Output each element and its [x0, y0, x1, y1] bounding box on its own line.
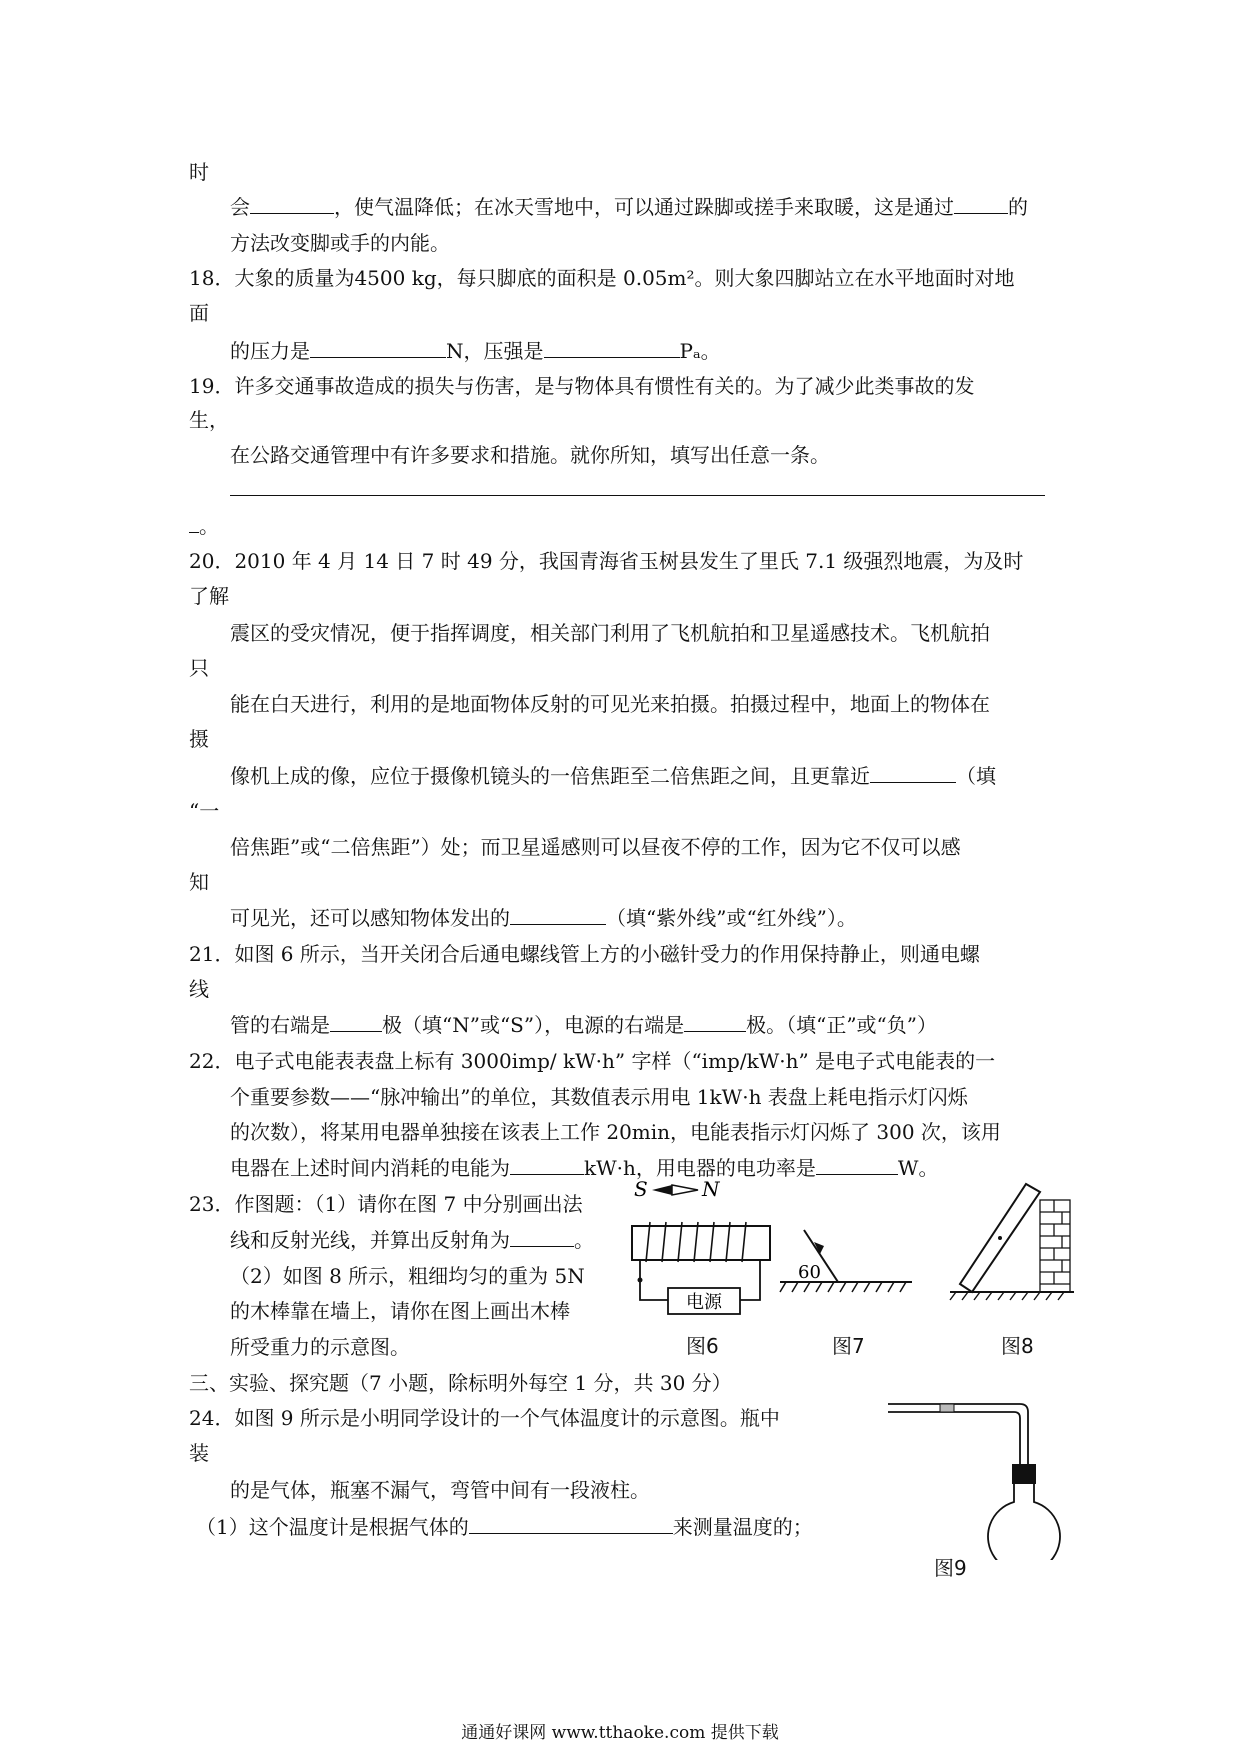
- page-footer: 通通好课网 www.tthaoke.com 提供下载: [461, 1723, 779, 1743]
- north-pole-label: N: [702, 1177, 720, 1201]
- text-line: 像机上成的像，应位于摄像机镜头的一倍焦距至二倍焦距之间，且更靠近 （填: [230, 764, 996, 788]
- text-line: “一: [189, 799, 220, 823]
- text-line: 会 ，使气温降低；在冰天雪地中，可以通过跺脚或搓手来取暖，这是通过 的: [230, 195, 1028, 219]
- answer-blank[interactable]: [684, 1013, 746, 1032]
- text-line: 摄: [189, 727, 209, 751]
- text-line: 了解: [189, 584, 229, 608]
- question-20: 20．2010 年 4 月 14 日 7 时 49 分，我国青海省玉树县发生了里氏 7.1 级强烈地震，为及时: [189, 549, 1024, 573]
- text-line: 。: [189, 512, 219, 540]
- text-line: 所受重力的示意图。: [230, 1335, 410, 1359]
- answer-blank[interactable]: [469, 1515, 673, 1534]
- figure-9-gas-thermometer: [888, 1398, 1070, 1560]
- text-line: 装: [189, 1441, 209, 1465]
- text-line: 可见光，还可以感知物体发出的 （填“紫外线”或“红外线”）。: [230, 906, 857, 930]
- figure-7-caption: 图7: [832, 1334, 865, 1358]
- angle-label: 60: [798, 1262, 821, 1283]
- power-source-label: 电源: [686, 1292, 722, 1313]
- answer-blank[interactable]: [870, 764, 956, 783]
- text-line: 的木棒靠在墙上，请你在图上画出木棒: [230, 1299, 570, 1323]
- answer-blank[interactable]: [330, 1013, 382, 1032]
- text-line: 倍焦距”或“二倍焦距”）处；而卫星遥感则可以昼夜不停的工作，因为它不仅可以感: [230, 835, 961, 859]
- answer-blank[interactable]: [510, 1156, 584, 1175]
- question-19: 19．许多交通事故造成的损失与伤害，是与物体具有惯性有关的。为了减少此类事故的发: [189, 374, 975, 398]
- text-line: 个重要参数——“脉冲输出”的单位，其数值表示用电 1kW·h 表盘上耗电指示灯闪烁: [230, 1085, 968, 1109]
- text-line: （2）如图 8 所示，粗细均匀的重为 5N: [230, 1264, 585, 1288]
- figure-8-caption: 图8: [1001, 1334, 1034, 1358]
- figure-8-rod-on-wall: [946, 1180, 1080, 1310]
- figure-7-reflection: [776, 1226, 916, 1310]
- text-line: 的是气体，瓶塞不漏气，弯管中间有一段液柱。: [230, 1478, 650, 1502]
- question-23: 23．作图题：（1）请你在图 7 中分别画出法: [189, 1192, 583, 1216]
- answer-line[interactable]: [230, 495, 1045, 496]
- south-pole-label: S: [634, 1177, 648, 1201]
- answer-blank[interactable]: [189, 514, 199, 533]
- text-line: 电器在上述时间内消耗的电能为 kW·h，用电器的电功率是 W。: [230, 1156, 939, 1180]
- answer-blank[interactable]: [310, 339, 446, 358]
- question-21: 21．如图 6 所示，当开关闭合后通电螺线管上方的小磁针受力的作用保持静止，则通电螺: [189, 942, 980, 966]
- text-line: 生，: [189, 408, 229, 432]
- figure-6-solenoid: [628, 1176, 776, 1326]
- text-line: 知: [189, 870, 209, 894]
- text-line: 震区的受灾情况，便于指挥调度，相关部门利用了飞机航拍和卫星遥感技术。飞机航拍: [230, 621, 990, 645]
- answer-blank[interactable]: [510, 906, 606, 925]
- figure-6-caption: 图6: [686, 1334, 719, 1358]
- answer-blank[interactable]: [816, 1156, 898, 1175]
- text-line: 管的右端是 极（填“N”或“S”），电源的右端是 极。（填“正”或“负”）: [230, 1013, 938, 1037]
- text-line: 面: [189, 301, 209, 325]
- text-line: 的次数），将某用电器单独接在该表上工作 20min，电能表指示灯闪烁了 300 次，该用: [230, 1120, 1001, 1144]
- figure-9-caption: 图9: [934, 1556, 967, 1580]
- answer-blank[interactable]: [250, 195, 334, 214]
- section-heading: 三、实验、探究题（7 小题，除标明外每空 1 分，共 30 分）: [189, 1371, 732, 1395]
- text-line: 方法改变脚或手的内能。: [230, 231, 450, 255]
- text-line: 能在白天进行，利用的是地面物体反射的可见光来拍摄。拍摄过程中，地面上的物体在: [230, 692, 990, 716]
- text-line: 的压力是 N，压强是 Pₐ。: [230, 339, 721, 363]
- text-line: 只: [189, 656, 209, 680]
- answer-blank[interactable]: [510, 1228, 574, 1247]
- answer-blank[interactable]: [954, 195, 1008, 214]
- text-line: （1）这个温度计是根据气体的 来测量温度的；: [196, 1515, 813, 1539]
- question-18: 18．大象的质量为4500 kg，每只脚底的面积是 0.05m²。则大象四脚站立在水平地面时对地: [189, 266, 1015, 290]
- text-line: 时: [189, 160, 209, 184]
- answer-blank[interactable]: [544, 339, 680, 358]
- text-line: 线: [189, 977, 209, 1001]
- text-line: 线和反射光线，并算出反射角为 。: [230, 1228, 594, 1252]
- question-22: 22．电子式电能表表盘上标有 3000imp/ kW·h” 字样（“imp/kW·h” 是电子式电能表的一: [189, 1049, 996, 1073]
- question-24: 24．如图 9 所示是小明同学设计的一个气体温度计的示意图。瓶中: [189, 1406, 780, 1430]
- text-line: 在公路交通管理中有许多要求和措施。就你所知，填写出任意一条。: [230, 443, 830, 467]
